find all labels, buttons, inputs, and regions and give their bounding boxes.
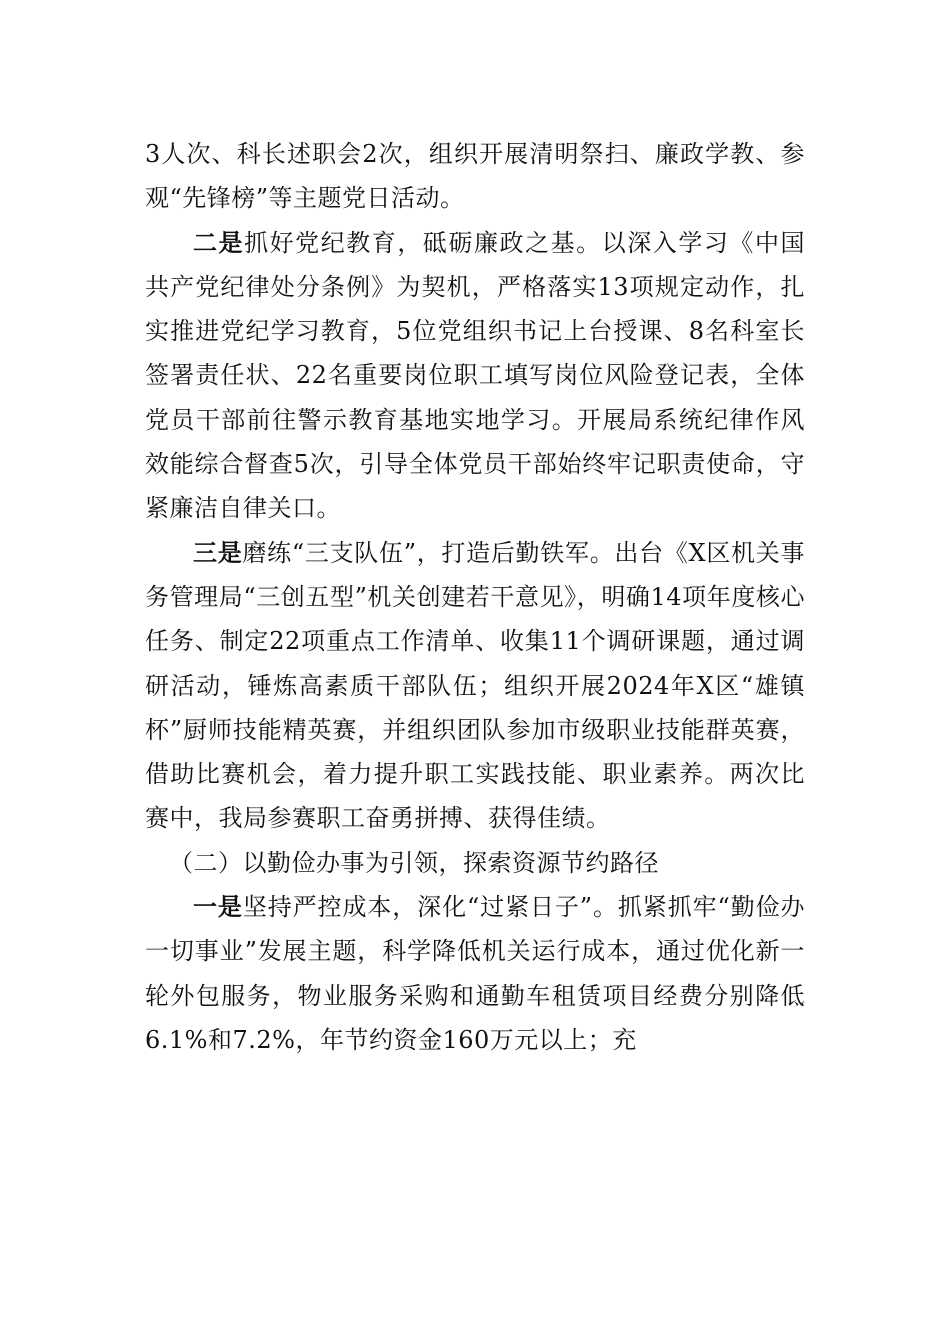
- paragraph-1-text: 3人次、科长述职会2次，组织开展清明祭扫、廉政学教、参观“先锋榜”等主题党日活动。: [145, 140, 805, 213]
- paragraph-2: [145, 221, 805, 531]
- paragraph-4-lead: 一是: [193, 892, 243, 922]
- paragraph-3-lead: 三是: [193, 537, 243, 567]
- paragraph-2-lead: 二是: [193, 227, 245, 257]
- paragraph-3: [145, 531, 805, 841]
- paragraph-4: [145, 885, 805, 1062]
- paragraph-1: [145, 132, 805, 221]
- paragraph-3-text: 磨练“三支队伍”，打造后勤铁军。出台《X区机关事务管理局“三创五型”机关创建若干意见》，明确14项年度核心任务、制定22项重点工作清单、收集11个调研课题，通过调研活动，锤炼高素质干部队伍；组织开展2024年X区“雄镇杯”厨师技能精英赛，并组织团队参加市级职业技能群英赛，借助比赛机会，着力提升职工实践技能、职业素养。两次比赛中，我局参赛职工奋勇拼搏、获得佳绩。: [145, 538, 806, 833]
- document-page: [145, 132, 805, 1062]
- section-heading: （二）以勤俭办事为引领，探索资源节约路径: [169, 848, 659, 877]
- paragraph-2-text: 抓好党纪教育，砥砺廉政之基。以深入学习《中国共产党纪律处分条例》为契机，严格落实13项规定动作，扎实推进党纪学习教育，5位党组织书记上台授课、8名科室长签署责任状、22名重要岗位职工填写岗位风险登记表，全体党员干部前往警示教育基地实地学习。开展局系统纪律作风效能综合督查5次，引导全体党员干部始终牢记职责使命，守紧廉洁自律关口。: [145, 228, 806, 523]
- paragraph-4-text: 坚持严控成本，深化“过紧日子”。抓紧抓牢“勤俭办一切事业”发展主题，科学降低机关运行成本，通过优化新一轮外包服务，物业服务采购和通勤车租赁项目经费分别降低6.1%和7.2%，年节约资金160万元以上；充: [145, 893, 806, 1054]
